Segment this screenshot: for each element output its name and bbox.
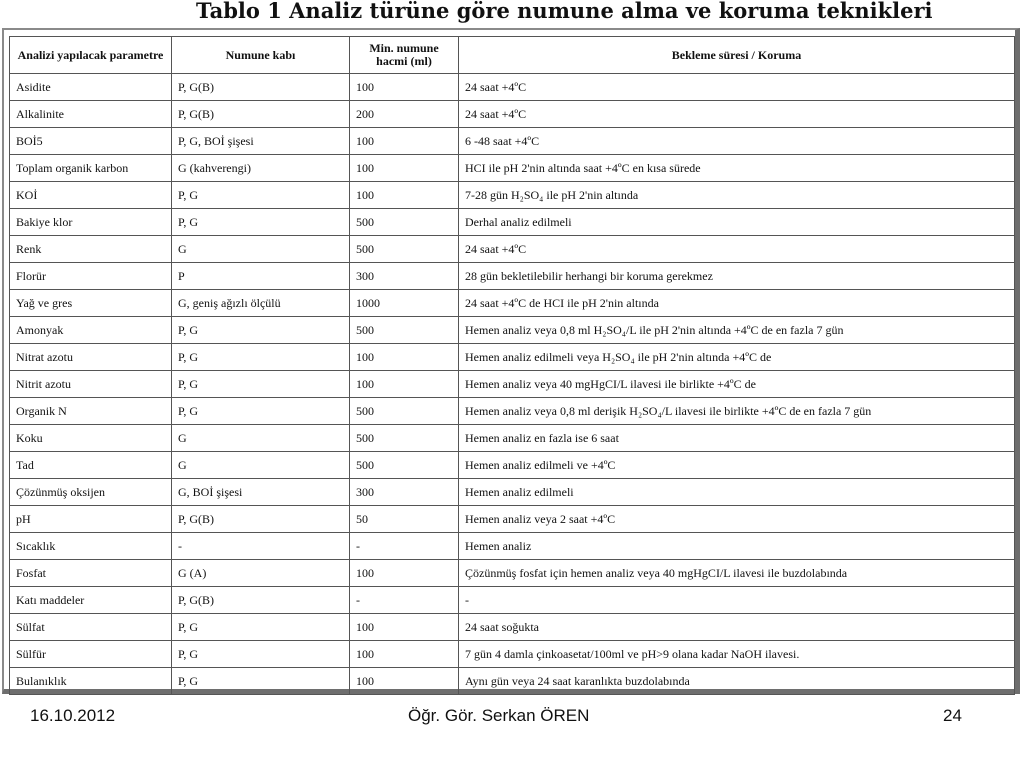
cell-container: G [172,452,350,479]
table-row [10,452,1015,479]
cell-holding-time: Hemen analiz edilmeli ve +4ºC [459,452,1015,479]
table-row [10,74,1015,101]
cell-holding-time: 7-28 gün H₂SO₄ ile pH 2'nin altında [459,182,1015,209]
cell-min-volume: 100 [350,155,459,182]
cell-min-volume: 100 [350,74,459,101]
cell-parameter: Alkalinite [10,101,172,128]
footer-author: Öğr. Gör. Serkan ÖREN [408,706,590,725]
cell-holding-time: Derhal analiz edilmeli [459,209,1015,236]
cell-holding-time: 7 gün 4 damla çinkoasetat/100ml ve pH>9 olana kadar NaOH ilavesi. [459,641,1015,668]
cell-parameter: Amonyak [10,317,172,344]
cell-parameter: Nitrat azotu [10,344,172,371]
cell-parameter: Koku [10,425,172,452]
table-row [10,533,1015,560]
header-holding-time: Bekleme süresi / Koruma [459,37,1015,74]
table-row [10,371,1015,398]
table-title: Tablo 1 Analiz türüne göre numune alma ve koruma teknikleri [196,0,933,23]
cell-holding-time: Hemen analiz veya 40 mgHgCI/L ilavesi ile birlikte +4ºC de [459,371,1015,398]
cell-container: P, G(B) [172,587,350,614]
table-row [10,344,1015,371]
footer-date: 16.10.2012 [30,706,116,725]
cell-parameter: Bakiye klor [10,209,172,236]
cell-min-volume: 1000 [350,290,459,317]
cell-min-volume: 500 [350,236,459,263]
cell-min-volume: 500 [350,398,459,425]
cell-parameter: KOİ [10,182,172,209]
cell-min-volume: 100 [350,344,459,371]
table-row [10,614,1015,641]
cell-holding-time: Aynı gün veya 24 saat karanlıkta buzdolabında [459,668,1015,695]
table-row [10,290,1015,317]
cell-parameter: BOİ5 [10,128,172,155]
cell-holding-time: 24 saat soğukta [459,614,1015,641]
cell-parameter: Sülfat [10,614,172,641]
cell-container: P, G [172,317,350,344]
cell-container: G [172,236,350,263]
table-row [10,425,1015,452]
header-container: Numune kabı [172,37,350,74]
cell-holding-time: 6 -48 saat +4ºC [459,128,1015,155]
cell-parameter: Renk [10,236,172,263]
table-body [10,74,1015,695]
cell-parameter: Fosfat [10,560,172,587]
cell-holding-time: Hemen analiz [459,533,1015,560]
table-row [10,641,1015,668]
cell-container: P, G(B) [172,506,350,533]
cell-holding-time: HCI ile pH 2'nin altında saat +4ºC en kısa sürede [459,155,1015,182]
cell-container: P, G [172,398,350,425]
table-row [10,398,1015,425]
cell-holding-time: - [459,587,1015,614]
cell-min-volume: 500 [350,209,459,236]
cell-container: P, G [172,641,350,668]
sampling-table [9,36,1015,695]
cell-min-volume: 100 [350,128,459,155]
cell-parameter: Toplam organik karbon [10,155,172,182]
header-parameter: Analizi yapılacak parametre [10,37,172,74]
cell-min-volume: 100 [350,614,459,641]
cell-min-volume: - [350,587,459,614]
cell-container: G, BOİ şişesi [172,479,350,506]
header-min-volume: Min. numune hacmi (ml) [350,37,459,74]
table-row [10,668,1015,695]
cell-parameter: Sülfür [10,641,172,668]
cell-container: P, G(B) [172,101,350,128]
cell-container: G (kahverengi) [172,155,350,182]
cell-min-volume: 50 [350,506,459,533]
table-row [10,263,1015,290]
cell-container: P, G [172,668,350,695]
cell-holding-time: Hemen analiz edilmeli veya H₂SO₄ ile pH 2'nin altında +4ºC de [459,344,1015,371]
cell-container: P, G, BOİ şişesi [172,128,350,155]
cell-min-volume: 500 [350,452,459,479]
table-row [10,317,1015,344]
table-row [10,182,1015,209]
cell-parameter: Nitrit azotu [10,371,172,398]
cell-container: P, G [172,182,350,209]
table-header-row [10,37,1015,74]
cell-holding-time: Hemen analiz veya 0,8 ml H₂SO₄/L ile pH 2'nin altında +4ºC de en fazla 7 gün [459,317,1015,344]
cell-parameter: Florür [10,263,172,290]
cell-container: G, geniş ağızlı ölçülü [172,290,350,317]
cell-holding-time: 24 saat +4ºC de HCI ile pH 2'nin altında [459,290,1015,317]
table-row [10,209,1015,236]
cell-min-volume: 100 [350,668,459,695]
cell-container: P, G [172,209,350,236]
table-row [10,101,1015,128]
table-row [10,128,1015,155]
cell-holding-time: Hemen analiz veya 2 saat +4ºC [459,506,1015,533]
cell-parameter: Asidite [10,74,172,101]
cell-holding-time: 24 saat +4ºC [459,101,1015,128]
cell-parameter: Organik N [10,398,172,425]
cell-min-volume: - [350,533,459,560]
cell-min-volume: 100 [350,182,459,209]
table-row [10,587,1015,614]
table-row [10,506,1015,533]
cell-holding-time: 24 saat +4ºC [459,236,1015,263]
cell-parameter: Katı maddeler [10,587,172,614]
cell-parameter: Yağ ve gres [10,290,172,317]
table-row [10,236,1015,263]
cell-container: G (A) [172,560,350,587]
cell-parameter: Bulanıklık [10,668,172,695]
cell-holding-time: Hemen analiz veya 0,8 ml derişik H₂SO₄/L ilavesi ile birlikte +4ºC de en fazla 7 gün [459,398,1015,425]
cell-min-volume: 300 [350,479,459,506]
cell-container: G [172,425,350,452]
cell-container: P, G [172,344,350,371]
cell-min-volume: 100 [350,641,459,668]
cell-parameter: Tad [10,452,172,479]
cell-min-volume: 100 [350,371,459,398]
table-row [10,155,1015,182]
cell-container: P, G [172,371,350,398]
cell-min-volume: 300 [350,263,459,290]
cell-parameter: Sıcaklık [10,533,172,560]
cell-holding-time: Hemen analiz edilmeli [459,479,1015,506]
cell-container: P [172,263,350,290]
cell-holding-time: Hemen analiz en fazla ise 6 saat [459,425,1015,452]
cell-min-volume: 500 [350,317,459,344]
table-row [10,479,1015,506]
cell-container: P, G [172,614,350,641]
cell-min-volume: 500 [350,425,459,452]
table-row [10,560,1015,587]
cell-parameter: Çözünmüş oksijen [10,479,172,506]
cell-holding-time: 24 saat +4ºC [459,74,1015,101]
cell-container: P, G(B) [172,74,350,101]
footer-page-number: 24 [943,706,962,725]
cell-container: - [172,533,350,560]
cell-holding-time: 28 gün bekletilebilir herhangi bir koruma gerekmez [459,263,1015,290]
cell-min-volume: 200 [350,101,459,128]
cell-min-volume: 100 [350,560,459,587]
cell-holding-time: Çözünmüş fosfat için hemen analiz veya 40 mgHgCI/L ilavesi ile buzdolabında [459,560,1015,587]
cell-parameter: pH [10,506,172,533]
